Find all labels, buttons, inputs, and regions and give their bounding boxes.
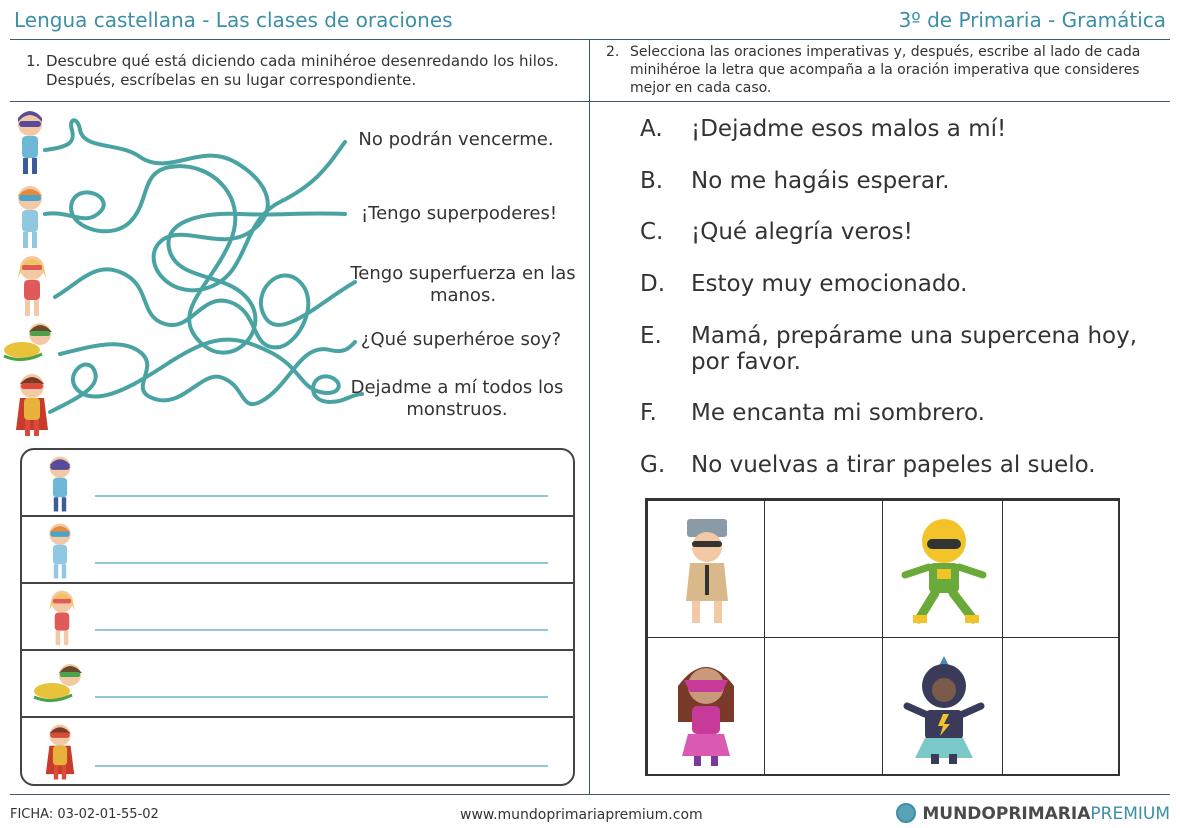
worksheet-footer: [10, 794, 1170, 828]
option-text: No vuelvas a tirar papeles al suelo.: [691, 452, 1096, 478]
option-letter: A.: [640, 116, 663, 142]
answer-row-5: [22, 718, 573, 785]
phrase-3: Tengo superfuerza en las manos.: [350, 263, 576, 306]
answer-input-3[interactable]: [95, 629, 548, 631]
option-text: Me encanta mi sombrero.: [691, 400, 985, 426]
blonde-hero-icon: [12, 252, 52, 318]
grid-answer-cell-4[interactable]: [1002, 637, 1120, 776]
exercise1-number: 1.: [26, 52, 41, 70]
option-text: Estoy muy emocionado.: [691, 271, 968, 297]
grid-hero-cell-3: [647, 637, 765, 776]
brand-name-part2: PREMIUM: [1090, 804, 1170, 824]
answer-input-1[interactable]: [95, 495, 548, 497]
exercise2-instruction: [606, 43, 1166, 97]
option-letter: F.: [640, 400, 657, 426]
grid-answer-cell-1[interactable]: [764, 500, 883, 638]
option-text: ¡Dejadme esos malos a mí!: [691, 116, 1007, 142]
phrase-2: ¡Tengo superpoderes!: [360, 203, 558, 224]
yellow-helmet-hero-icon: [899, 515, 989, 627]
option-letter: G.: [640, 452, 666, 478]
exercise1-instruction: [26, 52, 581, 90]
option-letter: E.: [640, 323, 662, 349]
hero-answer-grid: [645, 498, 1120, 776]
option-text: ¡Qué alegría veros!: [691, 219, 913, 245]
option-text: Mamá, prepárame una supercena hoy, por favor.: [691, 323, 1138, 375]
worksheet-header: [10, 0, 1170, 40]
answer-row-1: [22, 450, 573, 517]
flying-hero-icon: [2, 320, 58, 364]
exercise1-text: Descubre qué está diciendo cada minihéroe desenredando los hilos. Después, escríbelas en su lugar correspondiente.: [46, 52, 559, 89]
worksheet-code: FICHA: 03-02-01-55-02: [10, 807, 159, 822]
grid-hero-cell-2: [882, 500, 1003, 638]
answer-row-2: [22, 517, 573, 584]
grid-answer-cell-2[interactable]: [1002, 500, 1120, 638]
answer-row-4: [22, 651, 573, 718]
lightning-hero-icon: [903, 654, 985, 766]
option-letter: D.: [640, 271, 666, 297]
brand-name-part1: MUNDOPRIMARIA: [922, 804, 1091, 824]
option-text: No me hagáis esperar.: [691, 168, 950, 194]
exercise2-number: 2.: [606, 44, 620, 60]
grid-hero-cell-4: [882, 637, 1003, 776]
answer-input-4[interactable]: [95, 696, 548, 698]
thread-2: [45, 166, 345, 352]
grid-answer-cell-3[interactable]: [764, 637, 883, 776]
blonde-hero-icon: [42, 587, 82, 647]
answer-input-2[interactable]: [95, 562, 548, 564]
purple-hero-icon: [10, 108, 50, 178]
grade-title: 3º de Primaria - Gramática: [898, 8, 1166, 32]
website-url[interactable]: www.mundoprimariapremium.com: [460, 807, 703, 823]
grid-hero-cell-1: [647, 500, 765, 638]
blue-hero-icon: [40, 520, 80, 582]
purple-hero-icon: [40, 453, 80, 515]
brand-logo: [922, 804, 1170, 824]
thread-1: [45, 120, 345, 290]
answer-input-5[interactable]: [95, 765, 548, 767]
blue-hero-icon: [10, 182, 50, 252]
answer-box: [20, 448, 575, 786]
red-hero-icon: [12, 370, 52, 440]
option-letter: C.: [640, 219, 664, 245]
subject-title: Lengua castellana - Las clases de oraciones: [14, 8, 453, 32]
option-letter: B.: [640, 168, 664, 194]
answer-row-3: [22, 584, 573, 651]
red-hero-icon: [40, 721, 80, 783]
phrase-1: No podrán vencerme.: [358, 129, 554, 150]
phrase-5: Dejadme a mí todos los monstruos.: [350, 377, 564, 420]
exercise2-text: Selecciona las oraciones imperativas y, después, escribe al lado de cada minihéroe la letra que acompaña a la oración imperativa que consideres mejor en cada caso.: [630, 44, 1141, 96]
phrase-4: ¿Qué superhéroe soy?: [360, 329, 562, 350]
globe-icon: [896, 803, 916, 823]
bucket-hat-hero-icon: [672, 515, 742, 627]
pink-masked-hero-icon: [668, 652, 744, 768]
flying-hero-icon: [32, 661, 88, 705]
